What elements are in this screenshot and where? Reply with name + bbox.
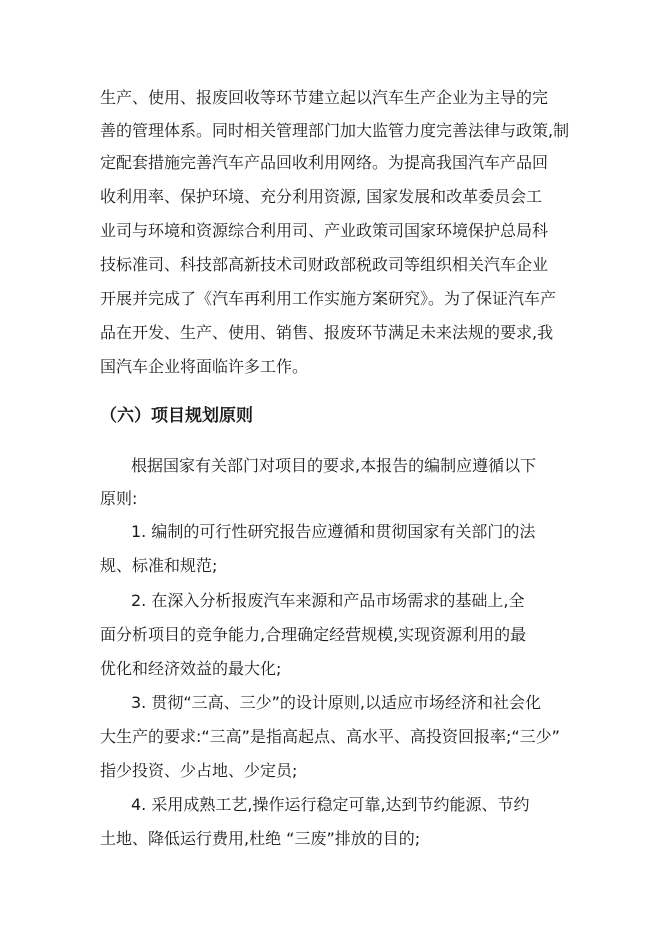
principle-line: 规、标准和规范;: [100, 556, 218, 575]
principle-line: 大生产的要求:“三高”是指高起点、高水平、高投资回报率;“三少”: [100, 727, 560, 746]
paragraph-line: 技标准司、科技部高新技术司财政部税政司等组织相关汽车企业: [100, 255, 549, 274]
principle-line: 4. 采用成熟工艺,操作运行稳定可靠,达到节约能源、节约: [131, 795, 530, 814]
principle-line: 指少投资、少占地、少定员;: [100, 761, 298, 780]
principle-line: 面分析项目的竞争能力,合理确定经营规模,实现资源利用的最: [100, 625, 527, 644]
paragraph-line: 善的管理体系。同时相关管理部门加大监管力度完善法律与政策,制: [100, 121, 570, 140]
paragraph-line: 定配套措施完善汽车产品回收利用网络。为提高我国汽车产品回: [100, 153, 549, 172]
section-heading: （六）项目规划原则: [100, 406, 253, 426]
principle-line: 3. 贯彻“三高、三少”的设计原则,以适应市场经济和社会化: [131, 693, 542, 712]
intro-line: 原则:: [100, 489, 138, 508]
paragraph-line: 品在开发、生产、使用、销售、报废环节满足未来法规的要求,我: [100, 323, 554, 342]
paragraph-line: 国汽车企业将面临许多工作。: [100, 357, 309, 376]
principle-line: 1. 编制的可行性研究报告应遵循和贯彻国家有关部门的法: [131, 522, 536, 541]
paragraph-line: 收利用率、保护环境、充分利用资源, 国家发展和改革委员会工: [100, 187, 543, 206]
principle-line: 土地、降低运行费用,杜绝 “三废”排放的目的;: [100, 829, 421, 848]
paragraph-line: 业司与环境和资源综合利用司、产业政策司国家环境保护总局科: [100, 221, 549, 240]
intro-line: 根据国家有关部门对项目的要求,本报告的编制应遵循以下: [131, 456, 537, 475]
principle-line: 优化和经济效益的最大化;: [100, 659, 282, 678]
paragraph-line: 开展并完成了《汽车再利用工作实施方案研究》。为了保证汽车产: [100, 289, 557, 308]
principle-line: 2. 在深入分析报废汽车来源和产品市场需求的基础上,全: [131, 591, 525, 610]
paragraph-line: 生产、使用、报废回收等环节建立起以汽车生产企业为主导的完: [100, 88, 549, 107]
